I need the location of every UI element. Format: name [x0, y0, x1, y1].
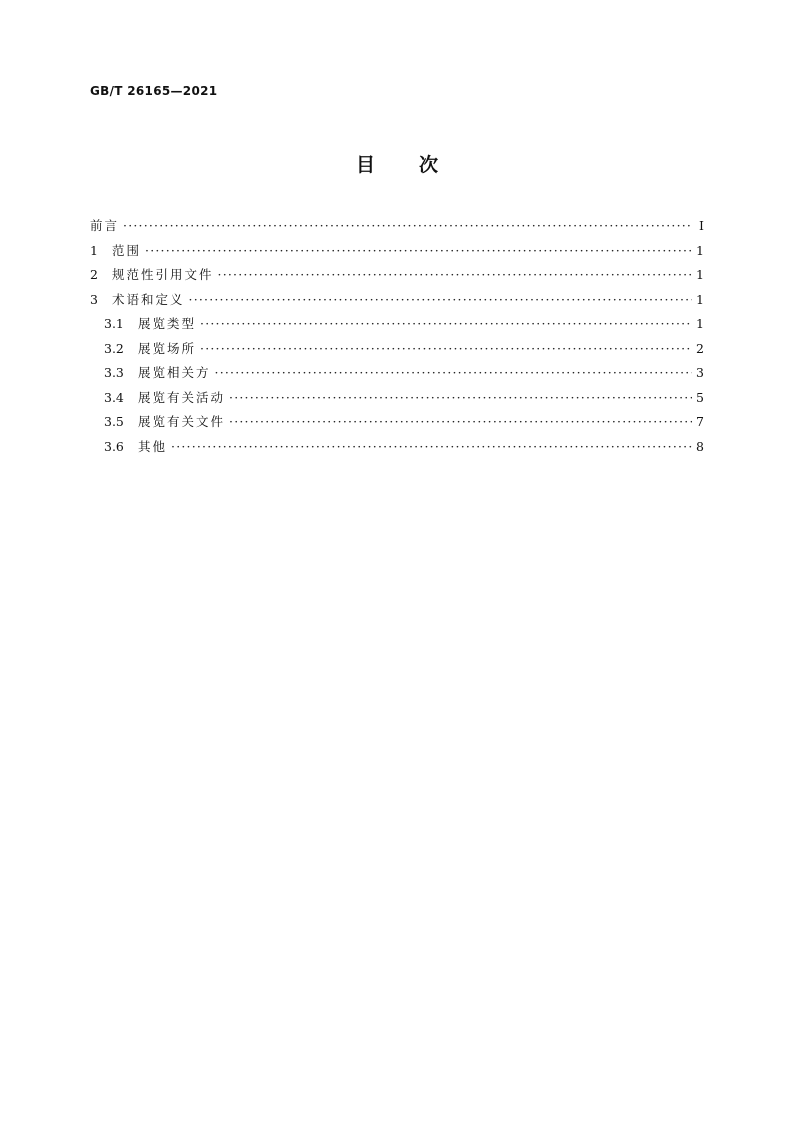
toc-leader-dots — [229, 386, 692, 411]
toc-entry-2[interactable] — [90, 263, 704, 288]
toc-entry-label: 术语和定义 — [112, 291, 185, 307]
toc-entry-page: 1 — [696, 316, 704, 331]
toc-entry-page: I — [699, 218, 704, 233]
toc-entry-page: 2 — [696, 340, 704, 356]
toc-entry-label: 展览场所 — [138, 340, 197, 356]
toc-entry-number: 3 — [90, 291, 98, 307]
toc-entry-number: 3.2 — [104, 340, 124, 356]
toc-entry-page: 1 — [696, 291, 704, 307]
toc-leader-dots — [200, 312, 692, 337]
table-of-contents — [90, 214, 704, 459]
toc-entry-page: 3 — [696, 365, 704, 380]
toc-entry-3-6[interactable] — [90, 435, 704, 460]
toc-title-part2: 次 — [419, 154, 439, 176]
toc-leader-dots — [200, 337, 692, 362]
toc-entry-3[interactable] — [90, 288, 704, 313]
document-id: GB/T 26165—2021 — [90, 84, 218, 98]
toc-entry-number: 3.3 — [104, 365, 124, 380]
toc-entry-number: 1 — [90, 242, 98, 258]
toc-entry-number: 3.4 — [104, 389, 124, 405]
toc-entry-label: 展览相关方 — [138, 365, 211, 380]
toc-entry-page: 1 — [696, 242, 704, 258]
toc-entry-3-3[interactable] — [90, 361, 704, 386]
toc-entry-page: 8 — [696, 438, 704, 454]
toc-entry-label: 前言 — [90, 218, 120, 233]
toc-leader-dots — [145, 239, 692, 264]
toc-leader-dots — [229, 410, 692, 435]
toc-entry-page: 7 — [696, 414, 704, 429]
toc-title-part1: 目 — [355, 154, 375, 176]
toc-entry-number: 3.5 — [104, 414, 124, 429]
toc-leader-dots — [171, 435, 692, 460]
toc-entry-label: 规范性引用文件 — [112, 267, 214, 282]
toc-entry-preface[interactable] — [90, 214, 704, 239]
toc-entry-page: 1 — [696, 267, 704, 282]
toc-leader-dots — [189, 288, 692, 313]
toc-leader-dots — [215, 361, 692, 386]
toc-entry-1[interactable] — [90, 239, 704, 264]
toc-entry-label: 范围 — [112, 242, 142, 258]
toc-entry-label: 展览有关活动 — [138, 389, 226, 405]
toc-entry-3-2[interactable] — [90, 337, 704, 362]
toc-entry-3-5[interactable] — [90, 410, 704, 435]
toc-entry-page: 5 — [696, 389, 704, 405]
toc-entry-label: 展览类型 — [138, 316, 197, 331]
toc-entry-number: 3.6 — [104, 438, 124, 454]
toc-entry-number: 2 — [90, 267, 98, 282]
toc-entry-label: 其他 — [138, 438, 168, 454]
toc-leader-dots — [218, 263, 692, 288]
toc-title — [0, 150, 794, 177]
toc-entry-3-1[interactable] — [90, 312, 704, 337]
toc-entry-number: 3.1 — [104, 316, 124, 331]
toc-entry-3-4[interactable] — [90, 386, 704, 411]
toc-leader-dots — [123, 214, 692, 239]
toc-entry-label: 展览有关文件 — [138, 414, 226, 429]
